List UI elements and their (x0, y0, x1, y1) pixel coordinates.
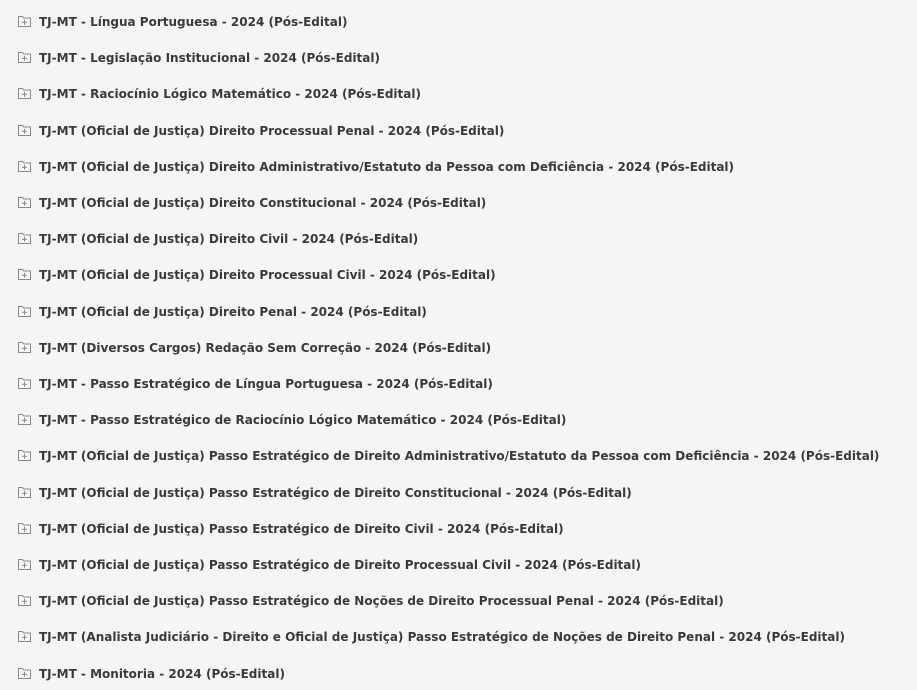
course-item-label: TJ-MT (Analista Judiciário - Direito e Oficial de Justiça) Passo Estratégico de Noções de Direito Penal - 2024 (Pós-Edital) (39, 630, 845, 645)
course-item[interactable] (0, 366, 917, 402)
course-item-label: TJ-MT - Passo Estratégico de Raciocínio Lógico Matemático - 2024 (Pós-Edital) (39, 413, 567, 428)
folder-plus-icon[interactable] (17, 485, 32, 499)
course-item-label: TJ-MT (Oficial de Justiça) Direito Administrativo/Estatuto da Pessoa com Deficiência - 2024 (Pós-Edital) (39, 159, 735, 174)
course-item[interactable] (0, 221, 917, 257)
folder-plus-icon[interactable] (17, 159, 32, 173)
course-item-label: TJ-MT - Passo Estratégico de Língua Portuguesa - 2024 (Pós-Edital) (39, 377, 493, 391)
course-item-label: TJ-MT (Oficial de Justiça) Direito Civil - 2024 (Pós-Edital) (39, 232, 419, 247)
folder-plus-icon[interactable] (17, 195, 32, 209)
course-item-label: TJ-MT (Oficial de Justiça) Passo Estratégico de Direito Administrativo/Estatuto da Pessoa com Deficiência - 2024 (Pós-Edital) (39, 449, 880, 464)
course-item-label: TJ-MT - Raciocínio Lógico Matemático - 2024 (Pós-Edital) (39, 87, 421, 102)
course-item[interactable] (0, 4, 917, 40)
course-item-label: TJ-MT (Diversos Cargos) Redação Sem Correção - 2024 (Pós-Edital) (39, 340, 492, 355)
course-item[interactable] (0, 76, 917, 112)
folder-plus-icon[interactable] (17, 412, 32, 426)
course-item-label: TJ-MT (Oficial de Justiça) Direito Processual Penal - 2024 (Pós-Edital) (39, 123, 505, 138)
course-item-label: TJ-MT (Oficial de Justiça) Passo Estratégico de Direito Civil - 2024 (Pós-Edital) (39, 521, 564, 536)
folder-plus-icon[interactable] (17, 340, 32, 354)
course-item-label: TJ-MT (Oficial de Justiça) Direito Processual Civil - 2024 (Pós-Edital) (39, 268, 496, 283)
course-item[interactable] (0, 185, 917, 221)
course-item[interactable] (0, 402, 917, 438)
course-item-label: TJ-MT - Legislação Institucional - 2024 (Pós-Edital) (39, 51, 380, 66)
course-item-label: TJ-MT (Oficial de Justiça) Passo Estratégico de Noções de Direito Processual Penal - 2024 (Pós-Edital) (39, 594, 724, 609)
folder-plus-icon[interactable] (17, 123, 32, 137)
folder-plus-icon[interactable] (17, 86, 32, 100)
course-item-label: TJ-MT - Monitoria - 2024 (Pós-Edital) (39, 666, 285, 681)
course-item-label: TJ-MT - Língua Portuguesa - 2024 (Pós-Edital) (39, 15, 348, 29)
course-item[interactable] (0, 619, 917, 655)
course-item-label: TJ-MT (Oficial de Justiça) Passo Estratégico de Direito Constitucional - 2024 (Pós-Edital) (39, 485, 632, 500)
course-item[interactable] (0, 656, 917, 690)
course-item[interactable] (0, 438, 917, 474)
folder-plus-icon[interactable] (17, 593, 32, 607)
folder-plus-icon[interactable] (17, 629, 32, 643)
folder-plus-icon[interactable] (17, 267, 32, 281)
folder-plus-icon[interactable] (17, 521, 32, 535)
course-item[interactable] (0, 113, 917, 149)
course-item[interactable] (0, 149, 917, 185)
course-item[interactable] (0, 511, 917, 547)
course-item[interactable] (0, 40, 917, 76)
folder-plus-icon[interactable] (17, 304, 32, 318)
folder-plus-icon[interactable] (17, 231, 32, 245)
course-item-label: TJ-MT (Oficial de Justiça) Direito Penal - 2024 (Pós-Edital) (39, 304, 427, 319)
folder-plus-icon[interactable] (17, 376, 32, 390)
course-item[interactable] (0, 583, 917, 619)
course-item[interactable] (0, 294, 917, 330)
folder-plus-icon[interactable] (17, 448, 32, 462)
course-item[interactable] (0, 257, 917, 293)
course-item[interactable] (0, 475, 917, 511)
course-item[interactable] (0, 330, 917, 366)
folder-plus-icon[interactable] (17, 666, 32, 680)
folder-plus-icon[interactable] (17, 557, 32, 571)
folder-plus-icon[interactable] (17, 14, 32, 28)
course-item[interactable] (0, 547, 917, 583)
course-item-label: TJ-MT (Oficial de Justiça) Direito Constitucional - 2024 (Pós-Edital) (39, 196, 487, 210)
folder-plus-icon[interactable] (17, 50, 32, 64)
course-item-label: TJ-MT (Oficial de Justiça) Passo Estratégico de Direito Processual Civil - 2024 (Pós-Edital) (39, 558, 641, 572)
